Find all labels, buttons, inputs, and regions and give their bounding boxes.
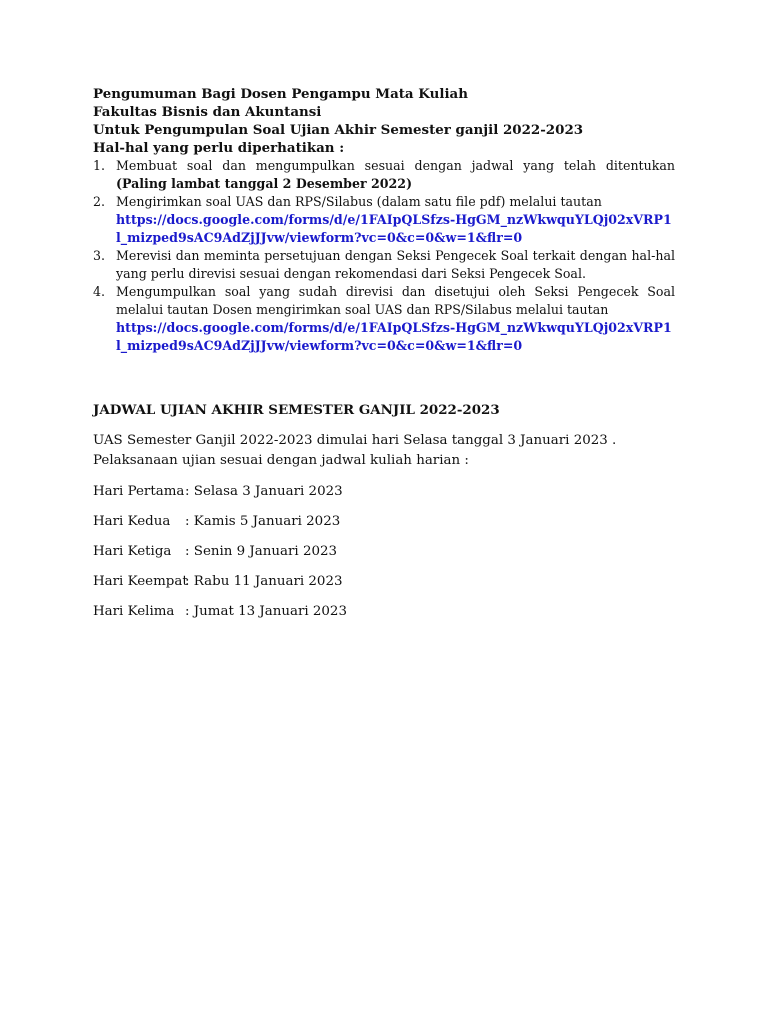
item-number: 2. [93,194,106,209]
item-text: Mengirimkan soal UAS dan RPS/Silabus (dalam satu file pdf) melalui tautan [116,194,602,209]
instruction-list [93,157,675,355]
schedule-row [93,603,675,621]
day-date: : Senin 9 Januari 2023 [185,544,338,559]
item-text: Membuat soal dan mengumpulkan sesuai dengan jadwal yang telah ditentukan [116,158,675,173]
form-link[interactable]: https://docs.google.com/forms/d/e/1FAIpQLSfzs-HgGM_nzWkwquYLQj02xVRP1l_mizped9sAC9AdZjJJvw/viewform?vc=0&c=0&w=1&flr=0 [116,212,672,245]
instruction-item [93,193,675,247]
item-number: 3. [93,248,106,263]
day-date: : Selasa 3 Januari 2023 [185,484,343,499]
form-link[interactable]: https://docs.google.com/forms/d/e/1FAIpQLSfzs-HgGM_nzWkwquYLQj02xVRP1l_mizped9sAC9AdZjJJvw/viewform?vc=0&c=0&w=1&flr=0 [116,320,672,353]
notes-heading: Hal-hal yang perlu diperhatikan : [93,140,345,156]
day-label: Hari Pertama [93,484,185,499]
faculty-name: Fakultas Bisnis dan Akuntansi [93,104,322,120]
item-number: 4. [93,284,106,299]
schedule-title: JADWAL UJIAN AKHIR SEMESTER GANJIL 2022-2023 [93,402,500,418]
item-text: Merevisi dan meminta persetujuan dengan Seksi Pengecek Soal terkait dengan hal-hal yang perlu direvisi sesuai dengan rekomendasi dari Seksi Pengecek Soal. [116,248,675,281]
schedule-row [93,513,675,531]
schedule-row [93,483,675,501]
day-label: Hari Keempat [93,574,188,589]
day-date: : Jumat 13 Januari 2023 [185,604,347,619]
announcement-title: Pengumuman Bagi Dosen Pengampu Mata Kuliah [93,86,468,102]
day-date: : Rabu 11 Januari 2023 [185,574,343,589]
instruction-item [93,157,675,193]
schedule-row [93,573,675,591]
schedule-intro: UAS Semester Ganjil 2022-2023 dimulai hari Selasa tanggal 3 Januari 2023 . Pelaksanaan ujian sesuai dengan jadwal kuliah harian : [93,433,617,468]
deadline-text: (Paling lambat tanggal 2 Desember 2022) [116,176,413,191]
announcement-subject: Untuk Pengumpulan Soal Ujian Akhir Semester ganjil 2022-2023 [93,122,584,138]
instruction-item [93,247,675,283]
document-page [93,85,675,621]
day-label: Hari Ketiga [93,544,172,559]
item-text: Mengumpulkan soal yang sudah direvisi dan disetujui oleh Seksi Pengecek Soal melalui tautan Dosen mengirimkan soal UAS dan RPS/Silabus melalui tautan [116,284,675,317]
item-number: 1. [93,158,106,173]
instruction-item [93,283,675,355]
day-label: Hari Kelima [93,604,175,619]
day-date: : Kamis 5 Januari 2023 [185,514,341,529]
day-label: Hari Kedua [93,514,171,529]
schedule-row [93,543,675,561]
